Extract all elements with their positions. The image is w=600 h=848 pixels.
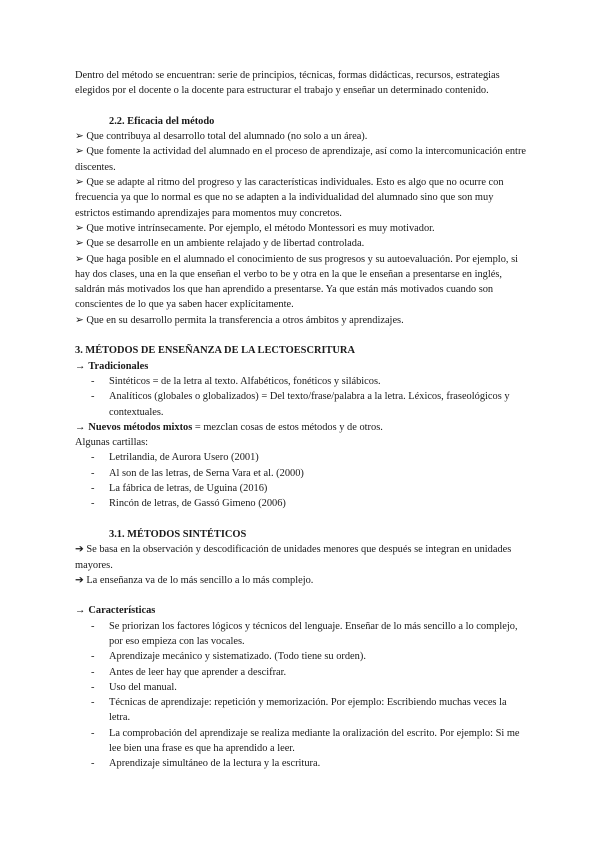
dash-icon: - bbox=[91, 758, 95, 770]
bullet-icon: ➔ bbox=[75, 544, 84, 556]
dash-icon: - bbox=[91, 375, 95, 387]
bullet-icon: ➢ bbox=[75, 146, 84, 158]
cartilla-item bbox=[75, 481, 530, 496]
item-text: Aprendizaje mecánico y sistematizado. (Todo tiene su orden). bbox=[109, 651, 366, 663]
cartilla-item bbox=[75, 466, 530, 481]
item-text: Analíticos (globales o globalizados) = Del texto/frase/palabra a la letra. Léxicos, fraseológicos y contextuales. bbox=[109, 391, 510, 418]
item-text: Técnicas de aprendizaje: repetición y memorización. Por ejemplo: Escribiendo muchas veces la letra. bbox=[109, 697, 507, 724]
dash-icon: - bbox=[91, 666, 95, 678]
item-text: Que motive intrínsecamente. Por ejemplo, el método Montessori es muy motivador. bbox=[86, 222, 435, 234]
mixed-label: Nuevos métodos mixtos bbox=[88, 421, 193, 433]
traditional-item bbox=[75, 374, 530, 389]
effectiveness-item bbox=[75, 144, 530, 175]
item-text: Rincón de letras, de Gassó Gimeno (2006) bbox=[109, 498, 286, 510]
cartillas-label: Algunas cartillas: bbox=[75, 437, 149, 449]
dash-icon: - bbox=[91, 467, 95, 479]
dash-icon: - bbox=[91, 483, 95, 495]
synthetic-point bbox=[75, 542, 530, 573]
dash-icon: - bbox=[91, 681, 95, 693]
mixed-text: = mezclan cosas de estos métodos y de otros. bbox=[192, 421, 383, 433]
document-body bbox=[75, 68, 530, 772]
arrow-icon: → bbox=[75, 360, 86, 372]
dash-icon: - bbox=[91, 651, 95, 663]
effectiveness-item bbox=[75, 236, 530, 251]
feature-item bbox=[75, 726, 530, 757]
item-text: Aprendizaje simultáneo de la lectura y la escritura. bbox=[109, 758, 321, 770]
item-text: Uso del manual. bbox=[109, 681, 177, 693]
feature-item bbox=[75, 680, 530, 695]
item-text: Antes de leer hay que aprender a descifrar. bbox=[109, 666, 287, 678]
dash-icon: - bbox=[91, 452, 95, 464]
synthetic-point bbox=[75, 573, 530, 588]
features-list bbox=[75, 619, 530, 772]
feature-item bbox=[75, 649, 530, 664]
bullet-icon: ➢ bbox=[75, 177, 84, 189]
effectiveness-item bbox=[75, 175, 530, 221]
synthetic-points bbox=[75, 542, 530, 588]
features-heading bbox=[75, 603, 530, 618]
section-3-1-title: 3.1. MÉTODOS SINTÉTICOS bbox=[109, 528, 247, 540]
cartilla-item bbox=[75, 450, 530, 465]
traditional-list bbox=[75, 374, 530, 420]
arrow-icon: → bbox=[75, 605, 86, 617]
bullet-icon: ➢ bbox=[75, 131, 84, 143]
section-2-2-title: 2.2. Eficacia del método bbox=[109, 115, 215, 127]
bullet-icon: ➢ bbox=[75, 222, 84, 234]
item-text: Que haga posible en el alumnado el conocimiento de sus progresos y su autoevaluación. Por ejemplo, si hay dos clases, una en la que enseñan el verbo to be y otra en la que le enseñan a presentarse en inglés, saldrán más motivados los que han aprendido a presentarse. Ya que están más motivados cuando son conscientes de lo que ya saben hacer explícitamente. bbox=[75, 253, 519, 311]
bullet-icon: ➢ bbox=[75, 238, 84, 250]
bullet-icon: ➔ bbox=[75, 574, 84, 586]
item-text: Que se adapte al ritmo del progreso y las características individuales. Esto es algo que no ocurre con frecuencia ya que lo normal es que no se adapten a la individualidad del alumnado sino que son muy estrictos estimando aprendizajes para momentos muy concretos. bbox=[75, 177, 504, 219]
item-text: Letrilandia, de Aurora Usero (2001) bbox=[109, 452, 259, 464]
item-text: Sintéticos = de la letra al texto. Alfabéticos, fonéticos y silábicos. bbox=[109, 375, 381, 387]
feature-item bbox=[75, 619, 530, 650]
traditional-item bbox=[75, 389, 530, 420]
item-text: Que en su desarrollo permita la transferencia a otros ámbitos y aprendizajes. bbox=[86, 314, 404, 326]
item-text: La fábrica de letras, de Uguina (2016) bbox=[109, 483, 268, 495]
item-text: Se basa en la observación y descodificación de unidades menores que después se integran en unidades mayores. bbox=[75, 544, 512, 571]
item-text: Al son de las letras, de Serna Vara et al. (2000) bbox=[109, 467, 304, 479]
effectiveness-item bbox=[75, 129, 530, 144]
item-text: Se priorizan los factores lógicos y técnicos del lenguaje. Enseñar de lo más sencillo a lo complejo, por eso empieza con las vocales. bbox=[109, 620, 518, 647]
mixed-methods-line bbox=[75, 420, 530, 435]
feature-item bbox=[75, 665, 530, 680]
bullet-icon: ➢ bbox=[75, 314, 84, 326]
item-text: La enseñanza va de lo más sencillo a lo más complejo. bbox=[86, 574, 314, 586]
dash-icon: - bbox=[91, 620, 95, 632]
traditional-label: Tradicionales bbox=[88, 360, 149, 372]
cartilla-item bbox=[75, 496, 530, 511]
cartillas-list bbox=[75, 450, 530, 511]
feature-item bbox=[75, 756, 530, 771]
section-3-title: 3. MÉTODOS DE ENSEÑANZA DE LA LECTOESCRITURA bbox=[75, 345, 355, 357]
intro-paragraph: Dentro del método se encuentran: serie de principios, técnicas, formas didácticas, recursos, estrategias elegidos por el docente o la docente para estructurar el trabajo y enseñar un determinado contenido. bbox=[75, 70, 500, 97]
item-text: Que se desarrolle en un ambiente relajado y de libertad controlada. bbox=[86, 238, 365, 250]
dash-icon: - bbox=[91, 498, 95, 510]
bullet-icon: ➢ bbox=[75, 253, 84, 265]
effectiveness-item bbox=[75, 221, 530, 236]
features-label: Características bbox=[88, 605, 156, 617]
arrow-icon: → bbox=[75, 421, 86, 433]
dash-icon: - bbox=[91, 727, 95, 739]
feature-item bbox=[75, 695, 530, 726]
effectiveness-item bbox=[75, 313, 530, 328]
effectiveness-item bbox=[75, 252, 530, 313]
item-text: Que fomente la actividad del alumnado en el proceso de aprendizaje, así como la intercomunicación entre discentes. bbox=[75, 146, 527, 173]
item-text: Que contribuya al desarrollo total del alumnado (no solo a un área). bbox=[86, 131, 368, 143]
traditional-heading bbox=[75, 359, 530, 374]
dash-icon: - bbox=[91, 391, 95, 403]
dash-icon: - bbox=[91, 697, 95, 709]
effectiveness-list bbox=[75, 129, 530, 328]
item-text: La comprobación del aprendizaje se realiza mediante la oralización del escrito. Por ejemplo: Si me lee bien una frase es que ha aprendido a leer. bbox=[109, 727, 520, 755]
